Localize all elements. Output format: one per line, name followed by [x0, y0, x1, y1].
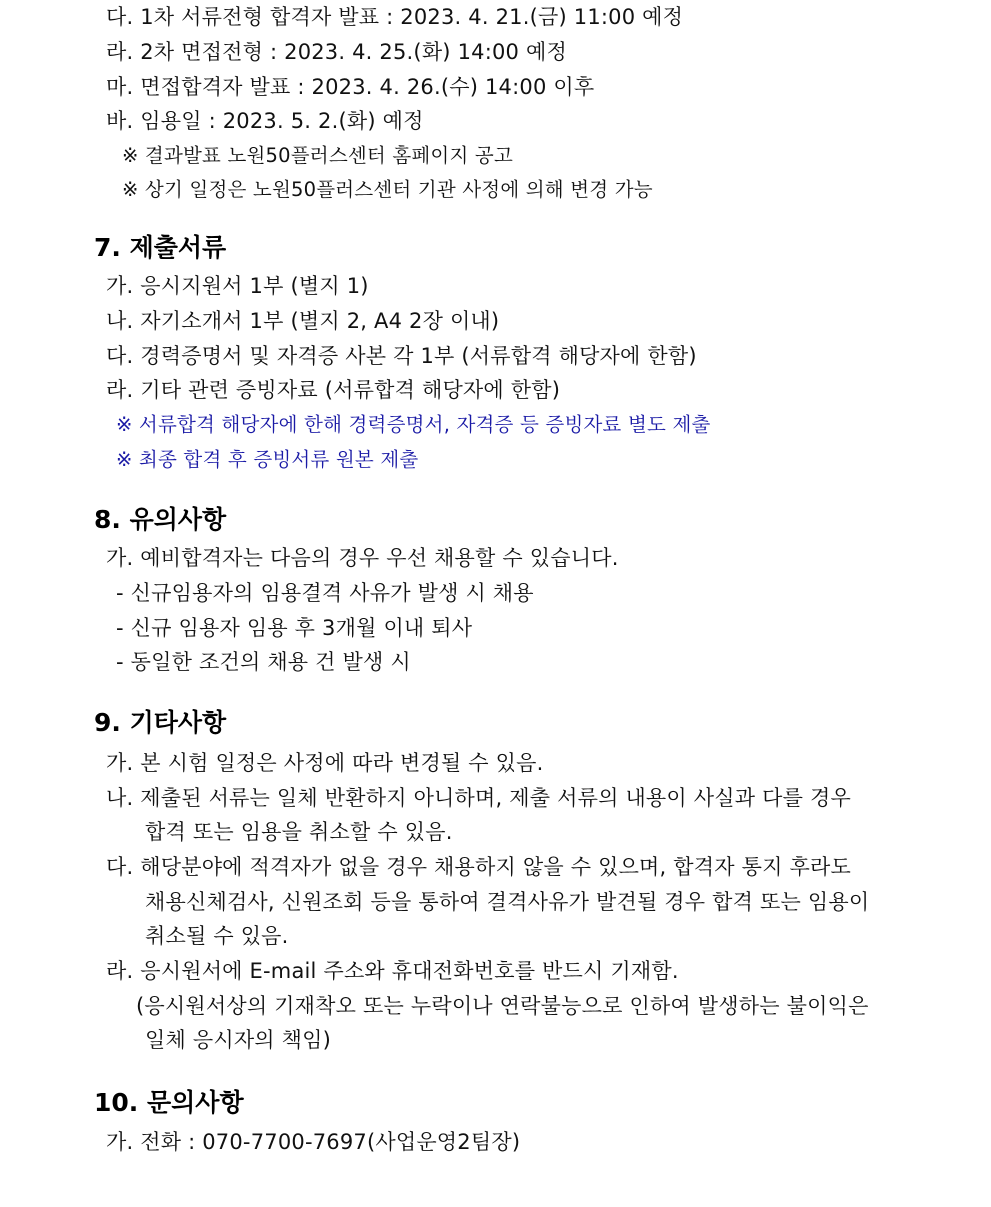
precautions-subitem-same-condition: - 동일한 조건의 채용 건 발생 시 [116, 650, 411, 674]
other-item-schedule-change: 가. 본 시험 일정은 사정에 따라 변경될 수 있음. [106, 751, 544, 775]
documents-item-other-evidence: 라. 기타 관련 증빙자료 (서류합격 해당자에 한함) [106, 378, 561, 402]
schedule-item-interview: 라. 2차 면접전형 : 2023. 4. 25.(화) 14:00 예정 [106, 40, 567, 64]
section-title-inquiry: 10. 문의사항 [94, 1088, 244, 1117]
documents-note-evidence: ※ 서류합격 해당자에 한해 경력증명서, 자격증 등 증빙자료 별도 제출 [116, 413, 711, 436]
section-title-documents: 7. 제출서류 [94, 233, 227, 262]
schedule-item-document-result: 다. 1차 서류전형 합격자 발표 : 2023. 4. 21.(금) 11:00 예정 [106, 5, 684, 29]
documents-item-certificates: 다. 경력증명서 및 자격증 사본 각 1부 (서류합격 해당자에 한함) [106, 344, 697, 368]
schedule-note-homepage: ※ 결과발표 노원50플러스센터 홈페이지 공고 [122, 144, 513, 167]
schedule-item-appointment-date: 바. 임용일 : 2023. 5. 2.(화) 예정 [106, 109, 424, 133]
precautions-subitem-disqualification: - 신규임용자의 임용결격 사유가 발생 시 채용 [116, 581, 534, 605]
documents-item-self-intro: 나. 자기소개서 1부 (별지 2, A4 2장 이내) [106, 309, 500, 333]
documents-item-application: 가. 응시지원서 1부 (별지 1) [106, 274, 369, 298]
other-item-documents-not-returned-cont: 합격 또는 임용을 취소할 수 있음. [145, 820, 453, 844]
other-item-documents-not-returned: 나. 제출된 서류는 일체 반환하지 아니하며, 제출 서류의 내용이 사실과 다를 경우 [106, 786, 851, 810]
precautions-item-reserve: 가. 예비합격자는 다음의 경우 우선 채용할 수 있습니다. [106, 546, 619, 570]
other-item-no-qualified: 다. 해당분야에 적격자가 없을 경우 채용하지 않을 수 있으며, 합격자 통지 후라도 [106, 855, 851, 879]
other-item-contact-info-cont1: (응시원서상의 기재착오 또는 누락이나 연락불능으로 인하여 발생하는 불이익은 [136, 994, 869, 1018]
other-item-contact-info: 라. 응시원서에 E-mail 주소와 휴대전화번호를 반드시 기재함. [106, 959, 679, 983]
section-title-precautions: 8. 유의사항 [94, 505, 227, 534]
schedule-item-interview-result: 마. 면접합격자 발표 : 2023. 4. 26.(수) 14:00 이후 [106, 75, 595, 99]
documents-note-original: ※ 최종 합격 후 증빙서류 원본 제출 [116, 448, 419, 471]
schedule-note-change: ※ 상기 일정은 노원50플러스센터 기관 사정에 의해 변경 가능 [122, 178, 653, 201]
inquiry-item-phone: 가. 전화 : 070-7700-7697(사업운영2팀장) [106, 1130, 521, 1154]
section-title-other: 9. 기타사항 [94, 708, 227, 737]
precautions-subitem-resignation: - 신규 임용자 임용 후 3개월 이내 퇴사 [116, 616, 473, 640]
other-item-no-qualified-cont1: 채용신체검사, 신원조회 등을 통하여 결격사유가 발견될 경우 합격 또는 임용이 [145, 890, 870, 914]
other-item-no-qualified-cont2: 취소될 수 있음. [145, 924, 289, 948]
other-item-contact-info-cont2: 일체 응시자의 책임) [145, 1028, 332, 1052]
